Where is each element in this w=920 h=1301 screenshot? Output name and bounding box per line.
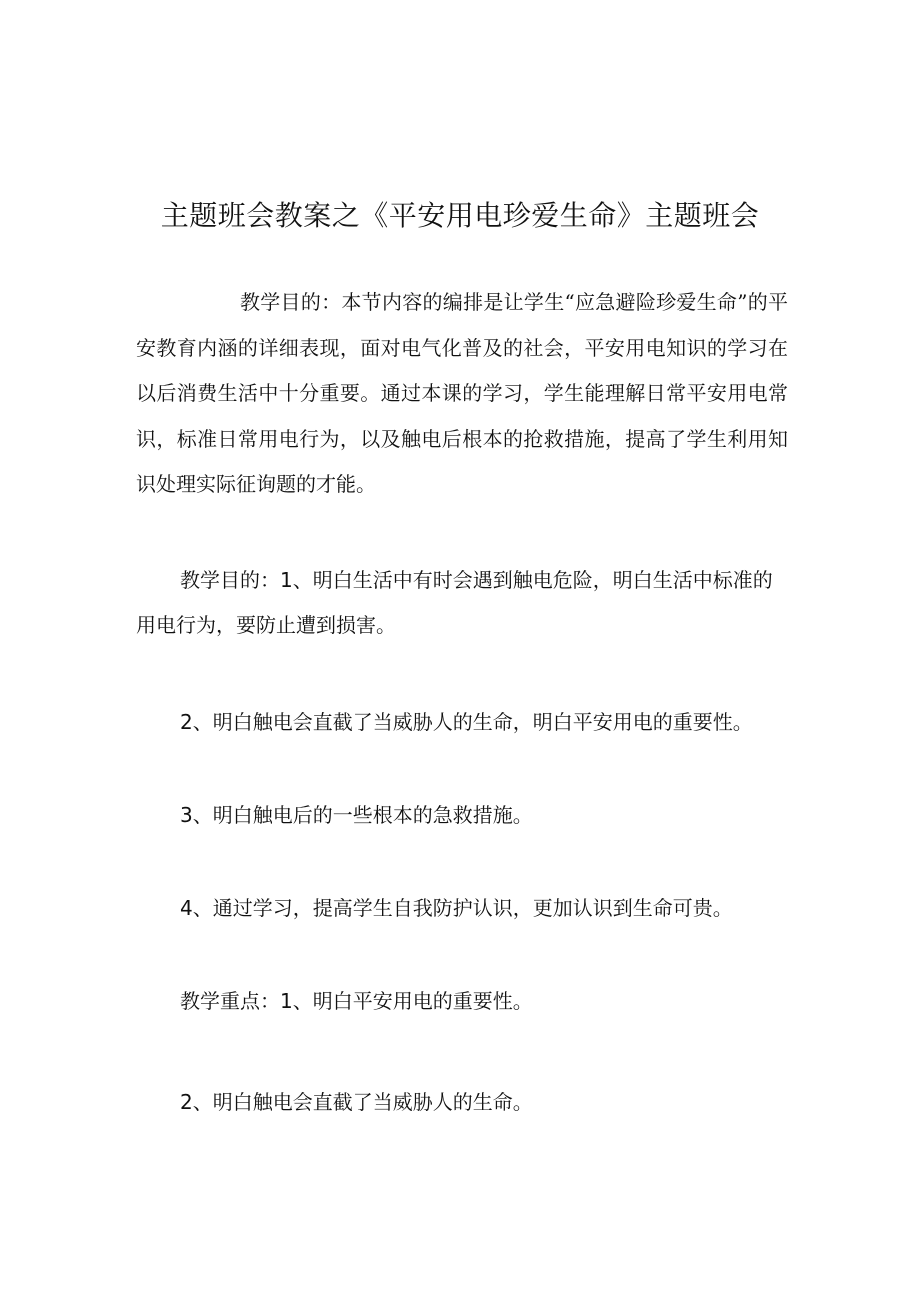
- goal-item-4: 4、通过学习，提高学生自我防护认识，更加认识到生命可贵。: [180, 896, 733, 920]
- teaching-focus-paragraph: 教学重点：1、明白平安用电的重要性。: [180, 989, 533, 1013]
- goal-item-2: 2、明白触电会直截了当威胁人的生命，明白平安用电的重要性。: [180, 710, 753, 734]
- goal-item-3: 3、明白触电后的一些根本的急救措施。: [180, 803, 533, 827]
- teaching-goal-paragraph: 教学目的：1、明白生活中有时会遇到触电危险，明白生活中标准的用电行为，要防止遭到损害。: [136, 568, 773, 637]
- document-title: 主题班会教案之《平安用电珍爱生命》主题班会: [160, 199, 760, 232]
- intro-paragraph: 教学目的：本节内容的编排是让学生“应急避险珍爱生命”的平安教育内涵的详细表现，面对电气化普及的社会，平安用电知识的学习在以后消费生活中十分重要。通过本课的学习，学生能理解日常平安用电常识，标准日常用电行为，以及触电后根本的抢救措施，提高了学生利用知识处理实际征询题的才能。: [136, 290, 788, 496]
- focus-item-2: 2、明白触电会直截了当威胁人的生命。: [180, 1090, 533, 1114]
